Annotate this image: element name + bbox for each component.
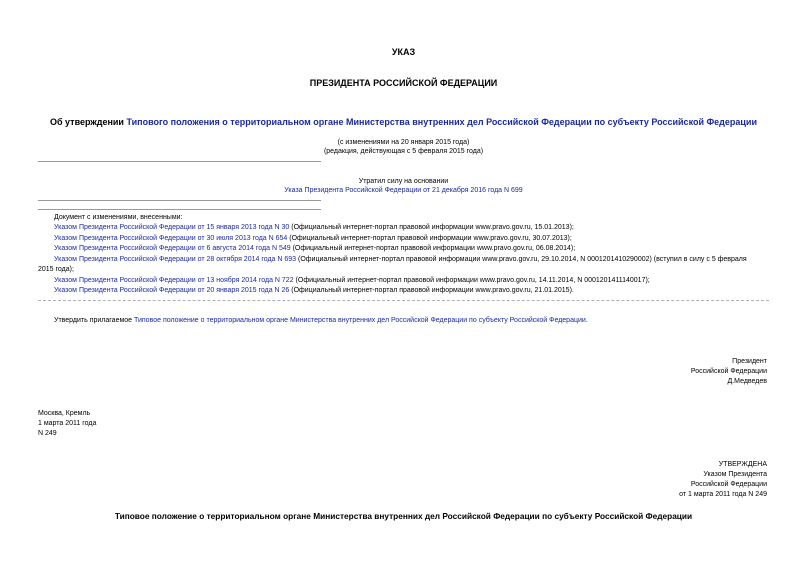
signature-title: Президент — [732, 358, 767, 365]
amendment-link[interactable]: Указом Президента Российской Федерации от 15 января 2013 года N 30 — [54, 224, 290, 231]
signature-org: Российской Федерации — [690, 368, 767, 375]
approve-suffix: . — [585, 317, 588, 324]
amendment-link[interactable]: Указом Президента Российской Федерации от 13 ноября 2014 года N 722 — [54, 277, 294, 284]
changes-status: (с изменениями на 20 января 2015 года) — [337, 139, 470, 146]
amendment-item — [54, 286, 574, 295]
divider — [38, 161, 321, 162]
amendment-item — [54, 223, 574, 232]
amendment-text: (Официальный интернет-портал правовой информации www.pravo.gov.ru, 15.01.2013); — [289, 224, 574, 231]
document-title — [0, 117, 807, 127]
title-link[interactable]: Типового положения о территориальном органе Министерства внутренних дел Российской Федерации по субъекту Российской Федерации — [126, 117, 757, 127]
date: 1 марта 2011 года — [38, 420, 97, 427]
place: Москва, Кремль — [38, 410, 91, 417]
amendment-item — [54, 276, 650, 285]
approve-paragraph — [54, 316, 588, 325]
amendment-continuation: 2015 года); — [38, 266, 74, 273]
amendment-link[interactable]: Указом Президента Российской Федерации от 6 августа 2014 года N 549 — [54, 245, 291, 252]
approved-heading: УТВЕРЖДЕНА — [718, 461, 767, 468]
amendment-item — [54, 244, 575, 253]
amendment-item — [54, 255, 747, 264]
approved-org: Российской Федерации — [690, 481, 767, 488]
repealed-text: Утратил силу на основании — [358, 178, 449, 185]
title-prefix: Об утверждении — [49, 117, 127, 127]
amendment-text: (Официальный интернет-портал правовой информации www.pravo.gov.ru, 29.10.2014, N 0001201410290002) (вступил в силу с 5 февраля — [296, 256, 747, 263]
decree-heading: УКАЗ — [391, 47, 416, 57]
divider — [38, 200, 321, 201]
amendment-link[interactable]: Указом Президента Российской Федерации от 28 октября 2014 года N 693 — [54, 256, 297, 263]
approved-by: Указом Президента — [703, 471, 767, 478]
amendment-link[interactable]: Указом Президента Российской Федерации от 20 января 2015 года N 26 — [54, 287, 290, 294]
repealed-link[interactable]: Указа Президента Российской Федерации от 21 декабря 2016 года N 699 — [284, 187, 523, 194]
signature-name: Д.Медведев — [727, 378, 767, 385]
number: N 249 — [38, 430, 57, 437]
regulation-title: Типовое положение о территориальном органе Министерства внутренних дел Российской Федерации по субъекту Российской Федерации — [114, 511, 693, 521]
approve-prefix: Утвердить прилагаемое — [54, 317, 135, 324]
approve-link[interactable]: Типовое положение о территориальном органе Министерства внутренних дел Российской Федерации по субъекту Российской Федерации — [134, 317, 586, 324]
approved-date: от 1 марта 2011 года N 249 — [679, 491, 767, 498]
president-heading: ПРЕЗИДЕНТА РОССИЙСКОЙ ФЕДЕРАЦИИ — [309, 78, 498, 88]
divider — [38, 209, 321, 210]
divider — [38, 300, 769, 301]
amendment-item — [54, 234, 572, 243]
amendment-text: (Официальный интернет-портал правовой информации www.pravo.gov.ru, 21.01.2015). — [289, 287, 574, 294]
amendment-link[interactable]: Указом Президента Российской Федерации от 30 июля 2013 года N 654 — [54, 235, 288, 242]
amendment-text: (Официальный интернет-портал правовой информации www.pravo.gov.ru, 30.07.2013); — [287, 235, 572, 242]
amendment-text: (Официальный интернет-портал правовой информации www.pravo.gov.ru, 14.11.2014, N 0001201411140017); — [293, 277, 650, 284]
edition-status: (редакция, действующая с 5 февраля 2015 года) — [323, 148, 484, 155]
amendment-text: (Официальный интернет-портал правовой информации www.pravo.gov.ru, 06.08.2014); — [290, 245, 576, 252]
amendments-intro: Документ с изменениями, внесенными: — [54, 214, 183, 221]
